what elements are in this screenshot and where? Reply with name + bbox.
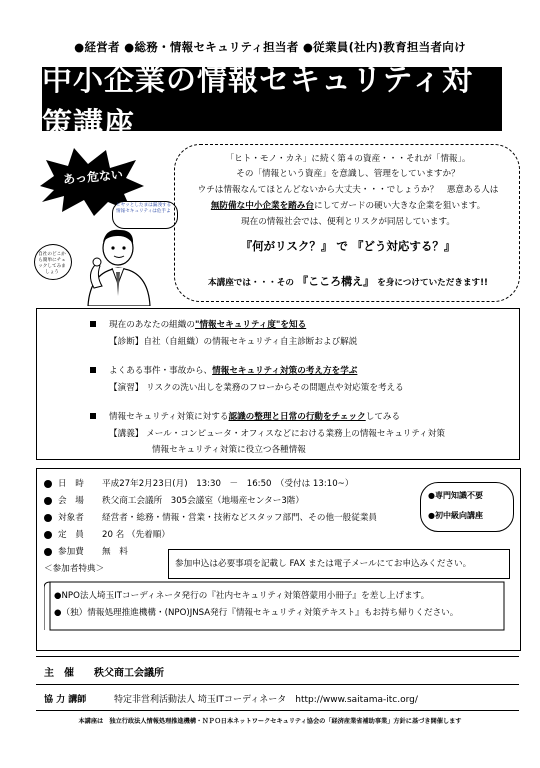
bullet-dot-icon <box>44 480 52 488</box>
intro-emphasis: 無防備な中小企業を踏み台 <box>210 201 314 211</box>
bullet-dot-icon <box>44 548 52 556</box>
footnote: 本講座は 独立行政法人情報処理推進機構・ＮＰＯ日本ネットワークセキュリティ協会の「経済産業省補助事業」方針に基づき開催します <box>78 718 462 725</box>
bullet-icon <box>90 321 96 327</box>
content-sub-3b: 情報セキュリティ対策に役立つ各種情報 <box>152 445 306 455</box>
organizer-value: 秩父商工会議所 <box>94 668 164 679</box>
content-head-1 <box>109 318 306 330</box>
intro-line-4-rest: にしてガードの硬い大きな企業を狙います。 <box>313 201 486 211</box>
intro-line-3: ウチは情報なんてほとんどないから大丈夫・・・でしょうか？ 悪意ある人は <box>197 185 499 195</box>
intro-line-1: 「ヒト・モノ・カネ」に続く第４の資産・・・それが「情報」。 <box>225 154 471 164</box>
cooperation-row <box>44 692 418 705</box>
badge-no-expertise: ●専門知識不要 <box>428 491 483 500</box>
venue-row <box>44 494 304 506</box>
businessman-icon <box>58 226 168 306</box>
course-content-box <box>36 308 520 460</box>
content-head-2-u: 情報セキュリティ対策の考え方を学ぶ <box>212 366 358 376</box>
content-head-2 <box>109 364 357 376</box>
badge-level: ●初中級向講座 <box>428 511 483 520</box>
venue-label: 会 場 <box>58 496 84 506</box>
fee-label: 参加費 <box>58 547 84 557</box>
bullet-dot-icon <box>44 514 52 522</box>
capacity-label: 定 員 <box>58 530 84 540</box>
application-note: 参加申込は必要事項を記載し FAX または電子メールにてお申込みください。 <box>175 559 472 569</box>
capacity-row <box>44 528 170 540</box>
content-head-1-a: 現在のあなたの組織の <box>109 320 195 330</box>
date-label: 日 時 <box>58 479 84 489</box>
page-title: 中小企業の情報セキュリティ対策講座 <box>42 67 502 131</box>
perk-1: ●NPO法人埼玉ITコーディネータ発行の『社内セキュリティ対策啓蒙用小冊子』を差し上げます。 <box>54 591 430 601</box>
content-sub-3: 【講義】 メール・コンピュータ・オフィスなどにおける業務上の情報セキュリティ対策 <box>109 429 445 439</box>
divider <box>36 656 519 657</box>
intro-closing-c: を身につけていただきます!! <box>377 278 488 288</box>
divider <box>36 684 519 685</box>
content-head-2-a: よくある事件・事故から、 <box>109 366 213 376</box>
divider <box>36 710 519 711</box>
coop-label: 協 力 講師 <box>44 695 87 705</box>
thought-cloud-text: ヒヤッとしたまは漏洩する情報セキュリティは危手よ <box>116 203 172 214</box>
intro-closing <box>176 273 520 289</box>
content-head-3 <box>109 410 400 422</box>
content-head-3-u: 認識の整理と日常の行動をチェック <box>228 412 366 422</box>
intro-closing-b: 『こころ構え』 <box>302 275 369 288</box>
perks-label: ＜参加者特典＞ <box>44 564 105 574</box>
target-value: 経営者・総務・情報・営業・技術などスタッフ部門、その他一般従業員 <box>102 513 378 523</box>
speech-bubble-text: 自社のどこから簡単にチェックしてみましょう <box>38 252 66 275</box>
intro-line-4 <box>176 199 520 211</box>
content-head-1-u: "情報セキュリティ度"を知る <box>194 320 307 330</box>
content-sub-1: 【診断】自社（自組織）の情報セキュリティ自主診断および解説 <box>109 337 358 347</box>
date-row <box>44 477 353 489</box>
bullet-dot-icon <box>44 497 52 505</box>
audience-line: ●経営者 ●総務・情報セキュリティ担当者 ●従業員(社内)教育担当者向け <box>74 40 466 54</box>
venue-value: 秩父商工会議所 305会議室（地場産センター3階） <box>102 496 304 506</box>
perk-2: ●（独）情報処理推進機構・(NPO)JNSA発行『情報セキュリティ対策テキスト』もお持ち帰りください。 <box>54 608 459 618</box>
intro-closing-a: 本講座では・・・その <box>208 278 294 288</box>
organizer-row <box>44 664 164 679</box>
burst-label: あっ危ない <box>62 167 124 187</box>
bullet-dot-icon <box>44 531 52 539</box>
organizer-label: 主 催 <box>44 668 74 679</box>
intro-line-5: 現在の情報社会では、便利とリスクが同居しています。 <box>241 217 455 227</box>
target-label: 対象者 <box>58 513 84 523</box>
coop-value: 特定非営利活動法人 埼玉ITコーディネータ http://www.saitama-itc.org/ <box>114 695 418 705</box>
date-value: 平成27年2月23日(月) 13:30 － 16:50 （受付は 13:10~） <box>102 479 354 489</box>
fee-value: 無 料 <box>102 547 128 557</box>
content-sub-2: 【演習】 リスクの洗い出しを業務のフローからその問題点や対応策を考える <box>109 383 404 393</box>
capacity-value: 20 名 （先着順） <box>102 530 170 540</box>
fee-row <box>44 545 128 557</box>
target-row <box>44 511 377 523</box>
bullet-icon <box>90 367 96 373</box>
content-head-3-b: してみる <box>365 412 401 422</box>
bullet-icon <box>90 413 96 419</box>
intro-line-2: その「情報という資産」を意識し、管理をしていますか？ <box>236 169 460 179</box>
content-head-3-a: 情報セキュリティ対策に対する <box>109 412 229 422</box>
intro-question: 『何がリスク？』 で 『どう対応する？』 <box>240 239 456 253</box>
